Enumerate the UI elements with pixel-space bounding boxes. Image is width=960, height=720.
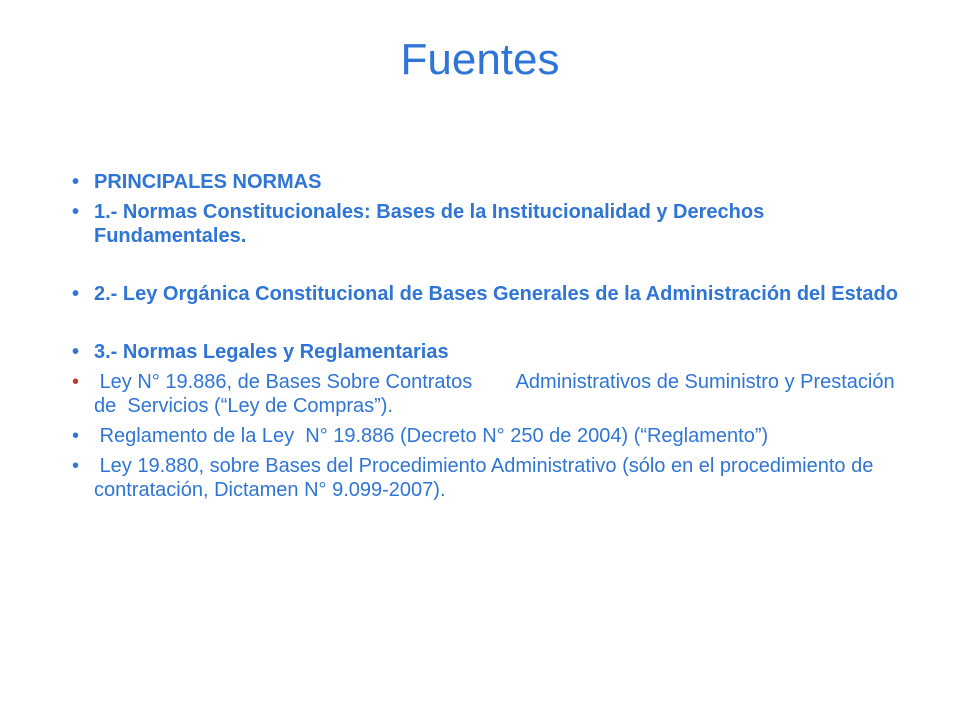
bullet-icon: • [72, 371, 80, 393]
list-item [72, 424, 902, 448]
bullet-icon: • [72, 201, 80, 223]
slide-title: Fuentes [400, 35, 560, 84]
list-item [72, 454, 902, 502]
list-item-text: Ley N° 19.886, de Bases Sobre Contratos Administrativos de Suministro y Prestación de Servicios (“Ley de Compras”). [94, 371, 901, 417]
bullet-icon: • [72, 455, 80, 477]
list-item-text: Reglamento de la Ley N° 19.886 (Decreto N° 250 de 2004) (“Reglamento”) [94, 425, 769, 447]
bullet-icon: • [72, 283, 80, 305]
bullet-list [72, 170, 902, 502]
bullet-icon: • [72, 341, 80, 363]
list-item-text: 3.- Normas Legales y Reglamentarias [94, 341, 449, 363]
list-item [72, 170, 902, 194]
bullet-icon: • [72, 425, 80, 447]
list-item-text: 1.- Normas Constitucionales: Bases de la Institucionalidad y Derechos Fundamentales. [94, 201, 765, 247]
list-item [72, 370, 902, 418]
list-item-text: 2.- Ley Orgánica Constitucional de Bases Generales de la Administración del Estado [94, 283, 898, 305]
list-item-text: PRINCIPALES NORMAS [94, 171, 322, 193]
bullet-icon: • [72, 171, 80, 193]
list-item [72, 340, 902, 364]
list-item-text: Ley 19.880, sobre Bases del Procedimiento Administrativo (sólo en el procedimiento de contratación, Dictamen N° 9.099-2007). [94, 455, 879, 501]
list-item [72, 200, 902, 248]
list-item [72, 282, 902, 306]
